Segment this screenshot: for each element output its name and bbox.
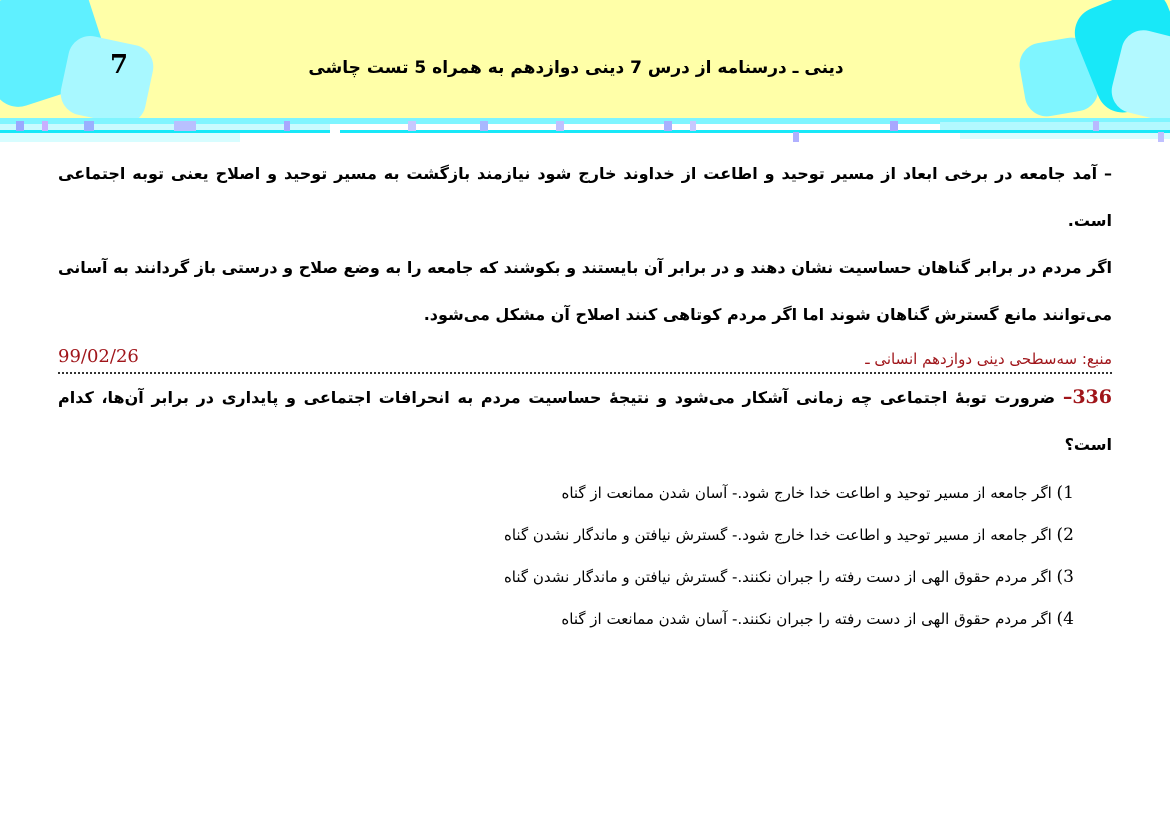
question-number: 336– [1062,386,1112,408]
page-title: دینی ـ درسنامه از درس 7 دینی دوازدهم به همراه 5 تست چاشی [308,58,844,78]
header-stripe-divider [0,118,1170,142]
option-text: اگر جامعه از مسیر توحید و اطاعت خدا خارج شود.- آسان شدن ممانعت از گناه [561,484,1057,502]
answer-option[interactable] [58,556,1074,598]
content-area [58,150,1112,640]
answer-option[interactable] [58,472,1074,514]
answer-options [58,472,1074,640]
question-stem [58,374,1112,468]
lesson-paragraph-1: – آمد جامعه در برخی ابعاد از مسیر توحید و اطاعت از خداوند خارج شود نیازمند بازگشت به مسیر توحید و اصلاح یعنی توبه اجتماعی است. [58,164,1112,230]
source-date: 99/02/26 [58,346,139,367]
option-number: 3) [1056,567,1074,587]
lesson-paragraph-2: اگر مردم در برابر گناهان حساسیت نشان دهند و در برابر آن بایستند و بکوشند که جامعه را به وضع صلاح و درستی باز گردانند به آسانی می‌توانند مانع گسترش گناهان شوند اما اگر مردم کوتاهی کنند اصلاح آن مشکل می‌شود. [58,258,1112,324]
source-label: منبع: سه‌سطحی دینی دوازدهم انسانی ـ [865,350,1112,368]
page-number: 7 [109,50,129,80]
question-text: ضرورت توبهٔ اجتماعی چه زمانی آشکار می‌شود و نتیجهٔ حساسیت مردم به انحرافات اجتماعی و پایداری در برابر آن‌ها، کدام است؟ [58,388,1112,454]
option-text: اگر مردم حقوق الهی از دست رفته را جبران نکنند.- آسان شدن ممانعت از گناه [561,610,1057,628]
option-number: 1) [1056,483,1074,503]
option-text: اگر مردم حقوق الهی از دست رفته را جبران نکنند.- گسترش نیافتن و ماندگار نشدن گناه [503,568,1057,586]
option-number: 4) [1056,609,1074,629]
answer-option[interactable] [58,598,1074,640]
source-line [58,348,1112,374]
option-text: اگر جامعه از مسیر توحید و اطاعت خدا خارج شود.- گسترش نیافتن و ماندگار نشدن گناه [503,526,1057,544]
option-number: 2) [1056,525,1074,545]
answer-option[interactable] [58,514,1074,556]
page-header [0,0,1170,118]
